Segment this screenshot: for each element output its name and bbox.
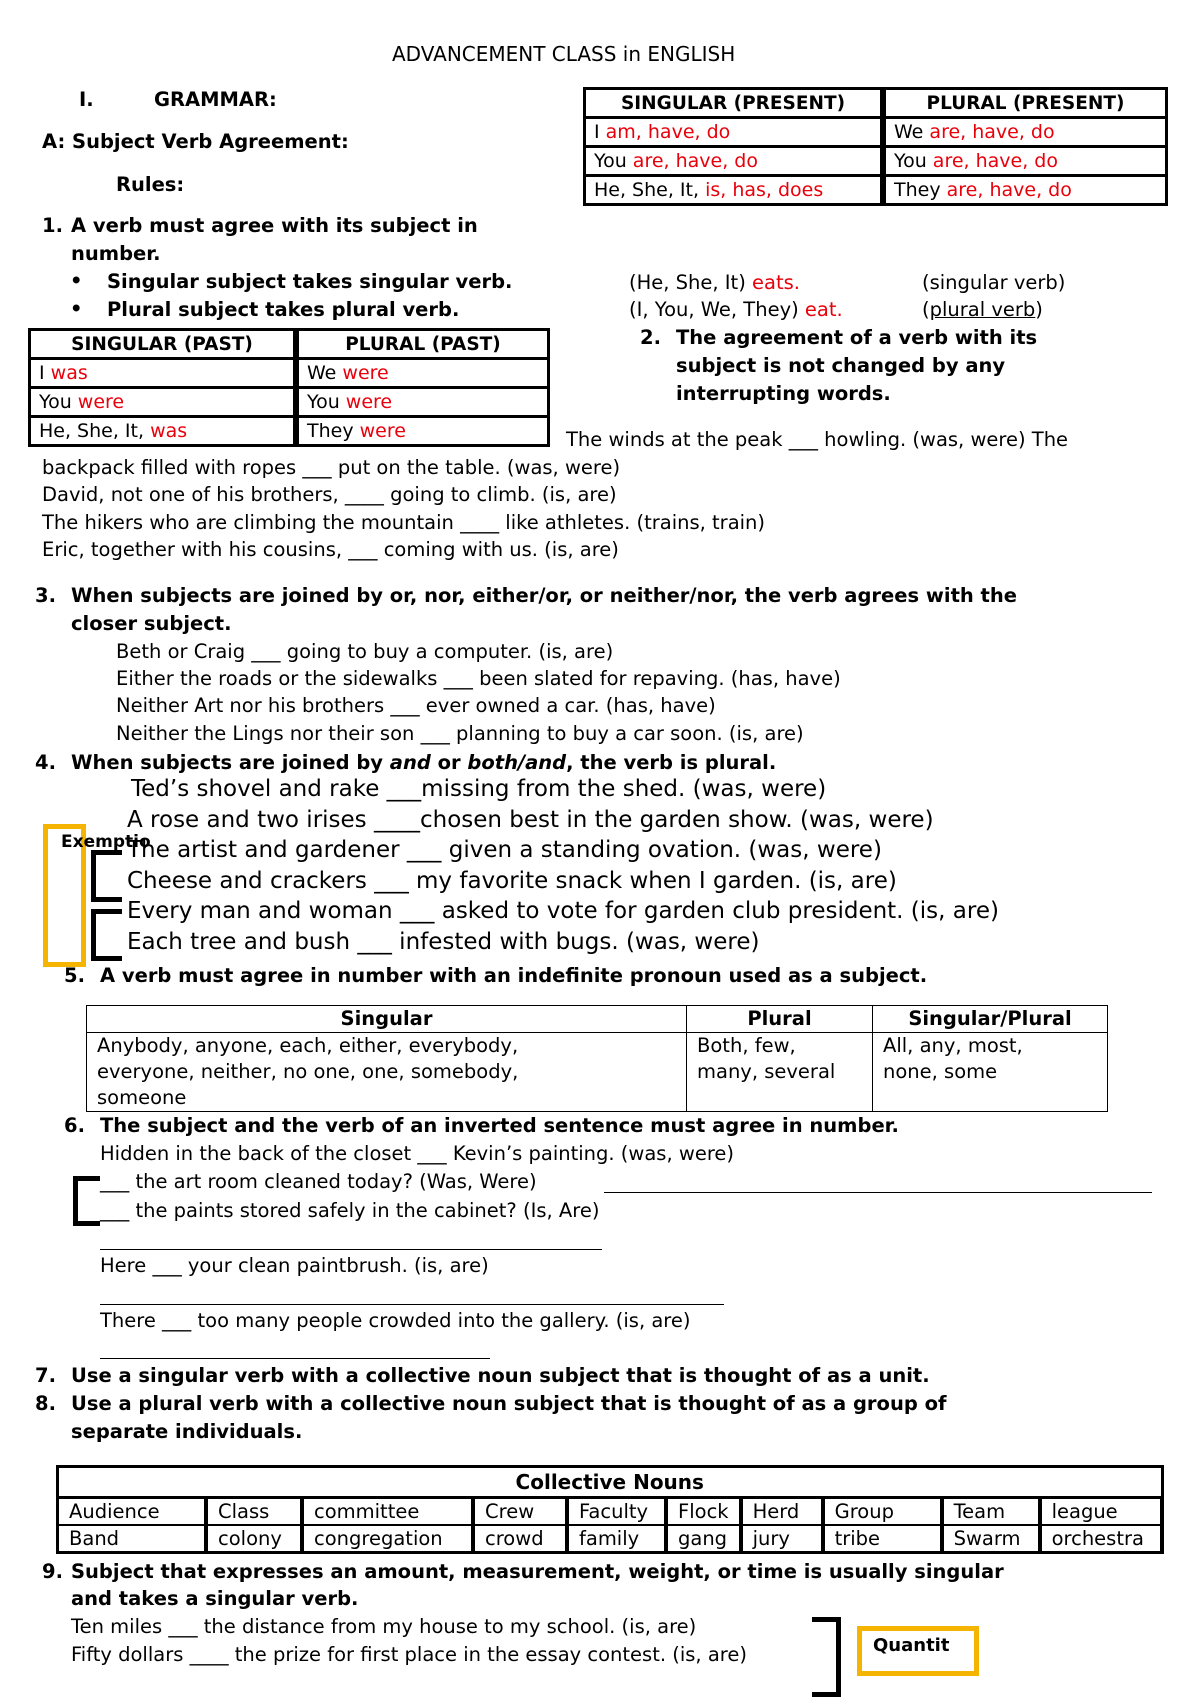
rule-1-bullet-singular: Singular subject takes singular verb. (107, 270, 513, 293)
table-row (585, 176, 1167, 205)
table-row: I was We were (30, 359, 549, 388)
page-title: ADVANCEMENT CLASS in ENGLISH (392, 42, 736, 66)
rule-3-text-cont: closer subject. (71, 612, 232, 635)
rule-4-example: Every man and woman ___ asked to vote for garden club president. (is, are) (127, 898, 999, 924)
subject: You (594, 150, 627, 172)
answer-line (100, 1304, 724, 1305)
rule-4-example: Each tree and bush ___ infested with bugs. (was, were) (127, 929, 760, 955)
rule-3-number: 3. (35, 584, 56, 607)
rule-5-text: A verb must agree in number with an indefinite pronoun used as a subject. (100, 964, 928, 987)
rule-3-example: Neither Art nor his brothers ___ ever owned a car. (has, have) (116, 694, 716, 717)
indefinite-plural-header: Plural (687, 1006, 873, 1033)
rule-9-number: 9. (42, 1560, 63, 1583)
subject: I (594, 121, 600, 143)
rule-4-text: When subjects are joined by and or both/and, the verb is plural. (71, 751, 777, 774)
verb: are, have, do (929, 121, 1055, 143)
rule-8-text-cont: separate individuals. (71, 1420, 303, 1443)
bullet-icon: • (70, 269, 83, 292)
rule-6-example: Hidden in the back of the closet ___ Kevin’s painting. (was, were) (100, 1142, 735, 1165)
rule-1-example-2: (I, You, We, They) eat. (629, 298, 843, 321)
table-row: Audience Class committee Crew Faculty Flock Herd Group Team league (58, 1498, 1163, 1526)
present-singular-header: SINGULAR (PRESENT) (585, 89, 884, 118)
table-row (585, 147, 1167, 176)
rule-2-example-line: The hikers who are climbing the mountain ____ like athletes. (trains, train) (42, 511, 766, 534)
rule-9-example: Fifty dollars ____ the prize for first place in the essay contest. (is, are) (71, 1643, 747, 1666)
rule-1-example-1: (He, She, It) eats. (629, 271, 800, 294)
past-plural-header: PLURAL (PAST) (296, 330, 549, 359)
rule-6-number: 6. (64, 1114, 85, 1137)
table-row: You were You were (30, 388, 549, 417)
rule-3-example: Neither the Lings nor their son ___ planning to buy a car soon. (is, are) (116, 722, 804, 745)
answer-line (100, 1358, 490, 1359)
table-row: He, She, It, was They were (30, 417, 549, 446)
collective-nouns-header: Collective Nouns (58, 1467, 1163, 1498)
bracket-icon (73, 1176, 100, 1226)
rule-1-number: 1. (42, 214, 63, 237)
indefinite-singular-header: Singular (87, 1006, 687, 1033)
quantity-label: Quantit (873, 1635, 950, 1656)
rule-2-text: The agreement of a verb with its (676, 326, 1038, 349)
rule-3-example: Either the roads or the sidewalks ___ been slated for repaving. (has, have) (116, 667, 841, 690)
table-row (585, 118, 1167, 147)
indefinite-plural-cell: Both, few, many, several (687, 1033, 873, 1112)
rule-1-text-cont: number. (71, 242, 161, 265)
past-tense-table (28, 328, 550, 447)
rule-2-number: 2. (640, 326, 661, 349)
rule-9-text-cont: and takes a singular verb. (71, 1587, 359, 1610)
indefinite-singular-cell: Anybody, anyone, each, either, everybody, everyone, neither, no one, one, somebody, someone (87, 1033, 687, 1112)
indefinite-both-cell: All, any, most, none, some (873, 1033, 1108, 1112)
rule-4-example: The artist and gardener ___ given a standing ovation. (was, were) (127, 837, 882, 863)
rule-3-text: When subjects are joined by or, nor, either/or, or neither/nor, the verb agrees with the (71, 584, 1017, 607)
section-numeral: I. (79, 88, 94, 111)
rule-6-example: Here ___ your clean paintbrush. (is, are) (100, 1254, 489, 1277)
bracket-icon (91, 909, 122, 961)
rule-3-example: Beth or Craig ___ going to buy a computer. (is, are) (116, 640, 614, 663)
table-row: Band colony congregation crowd family gang jury tribe Swarm orchestra (58, 1525, 1163, 1553)
present-plural-header: PLURAL (PRESENT) (883, 89, 1167, 118)
rule-8-number: 8. (35, 1392, 56, 1415)
rule-5-number: 5. (64, 964, 85, 987)
rule-2-example-line: David, not one of his brothers, ____ going to climb. (is, are) (42, 483, 617, 506)
rule-7-text: Use a singular verb with a collective noun subject that is thought of as a unit. (71, 1364, 930, 1387)
subject: You (894, 150, 927, 172)
table-row (87, 1033, 1108, 1112)
bullet-icon: • (70, 297, 83, 320)
indefinite-both-header: Singular/Plural (873, 1006, 1108, 1033)
verb: are, have, do (632, 150, 758, 172)
rule-1-text: A verb must agree with its subject in (71, 214, 478, 237)
rule-9-example: Ten miles ___ the distance from my house to my school. (is, are) (71, 1615, 697, 1638)
rule-8-text: Use a plural verb with a collective noun subject that is thought of as a group of (71, 1392, 947, 1415)
rule-6-example: ___ the paints stored safely in the cabinet? (Is, Are) (100, 1199, 600, 1222)
rule-4-example: A rose and two irises ____chosen best in the garden show. (was, were) (127, 807, 934, 833)
rule-9-text: Subject that expresses an amount, measurement, weight, or time is usually singular (71, 1560, 1004, 1583)
rule-7-number: 7. (35, 1364, 56, 1387)
subject: He, She, It, (594, 179, 700, 201)
subject: They (894, 179, 941, 201)
bracket-icon (812, 1617, 841, 1697)
rule-6-example: ___ the art room cleaned today? (Was, Were) (100, 1170, 537, 1193)
answer-line (604, 1192, 1152, 1193)
present-tense-table (583, 87, 1168, 206)
verb: are, have, do (932, 150, 1058, 172)
rule-4-example: Ted’s shovel and rake ___missing from the shed. (was, were) (131, 776, 827, 802)
verb: are, have, do (946, 179, 1072, 201)
subject: We (894, 121, 924, 143)
rule-2-text-cont: interrupting words. (676, 382, 891, 405)
verb: am, have, do (605, 121, 731, 143)
collective-nouns-table (56, 1465, 1164, 1554)
rule-6-example: There ___ too many people crowded into the gallery. (is, are) (100, 1309, 691, 1332)
bracket-icon (91, 850, 122, 902)
section-heading: GRAMMAR: (154, 88, 277, 111)
indefinite-pronoun-table (86, 1005, 1108, 1112)
exemption-label: Exemptio (61, 832, 151, 852)
rule-4-example: Cheese and crackers ___ my favorite snack when I garden. (is, are) (127, 868, 897, 894)
rules-label: Rules: (116, 173, 185, 196)
rule-1-bullet-plural: Plural subject takes plural verb. (107, 298, 460, 321)
past-singular-header: SINGULAR (PAST) (30, 330, 297, 359)
rule-1-example-2-note: (plural verb) (922, 298, 1043, 321)
rule-2-example-line: Eric, together with his cousins, ___ coming with us. (is, are) (42, 538, 619, 561)
rule-1-example-1-note: (singular verb) (922, 271, 1066, 294)
rule-2-text-cont: subject is not changed by any (676, 354, 1006, 377)
rule-2-example-line: backpack filled with ropes ___ put on the table. (was, were) (42, 456, 621, 479)
rule-6-text: The subject and the verb of an inverted sentence must agree in number. (100, 1114, 899, 1137)
answer-line (100, 1249, 602, 1250)
rule-2-example-line: The winds at the peak ___ howling. (was, were) The (566, 428, 1069, 451)
rule-4-number: 4. (35, 751, 56, 774)
verb: is, has, does (705, 179, 824, 201)
part-heading: A: Subject Verb Agreement: (42, 130, 349, 153)
